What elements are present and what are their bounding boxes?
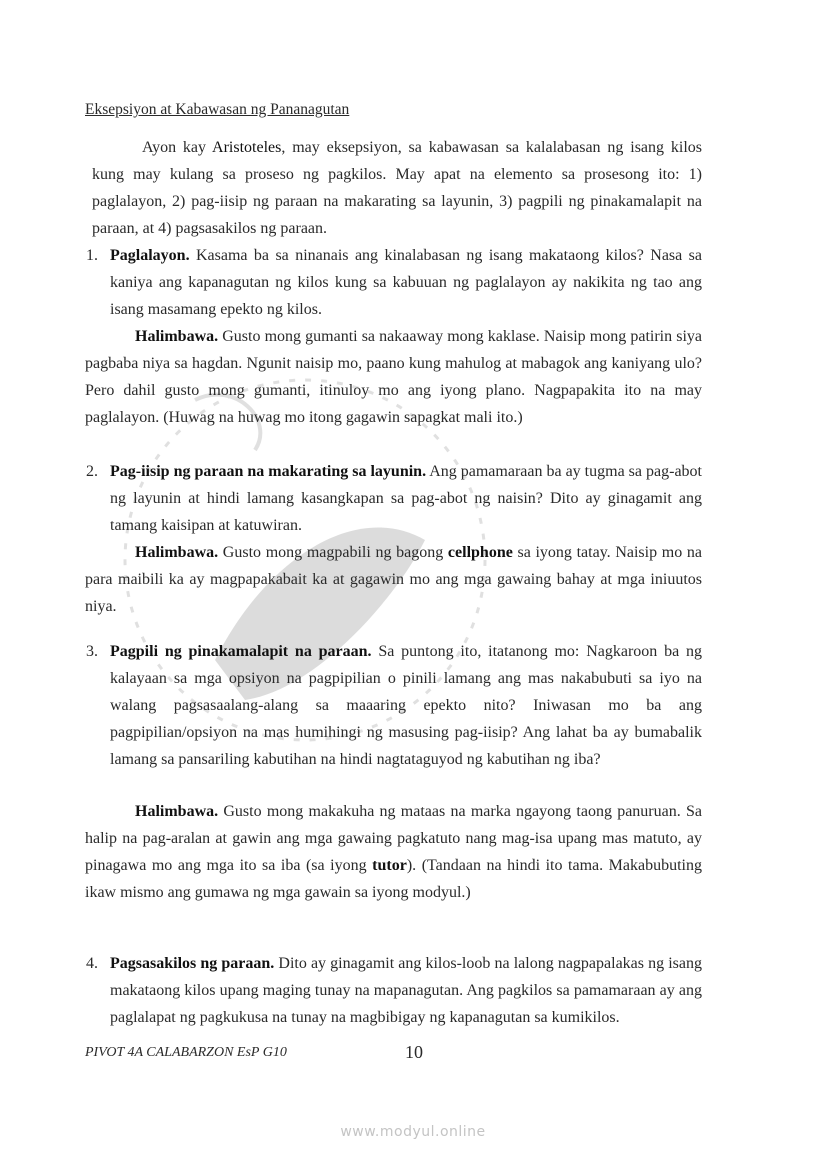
intro-name: Aristoteles bbox=[212, 139, 282, 156]
item-title: Pagpili ng pinakamalapit na paraan. bbox=[110, 643, 372, 660]
example-2 bbox=[85, 539, 702, 620]
example-text: Gusto mong magpabili ng bagong bbox=[218, 544, 448, 561]
item-number: 3. bbox=[86, 643, 98, 660]
list-item-2 bbox=[86, 458, 702, 539]
list-item-3 bbox=[86, 638, 702, 773]
intro-text-rest: , may eksepsiyon, sa kabawasan sa kalalabasan ng isang kilos kung may kulang sa proseso ng pagkilos. May apat na elemento sa prosesong ito: 1) paglalayon, 2) pag-iisip ng paraan na makarating sa layunin, 3) pagpili ng pinakamalapit na paraan, at 4) pagsasakilos ng paraan. bbox=[92, 139, 702, 237]
example-label: Halimbawa. bbox=[135, 544, 219, 561]
item-number: 2. bbox=[86, 463, 98, 480]
list-item-1 bbox=[86, 242, 702, 323]
intro-text: Ayon kay bbox=[142, 139, 213, 156]
example-label: Halimbawa. bbox=[135, 328, 219, 345]
item-text: Dito ay ginagamit ang kilos-loob na lalong nagpapalakas ng isang makataong kilos upang maging tunay na mapanagutan. Ang pagkilos sa pamamaraan ay ang paglalapat ng pagkukusa na tunay na magbibigay ng kapanagutan sa kumikilos. bbox=[110, 955, 702, 1026]
item-text: Ang pamamaraan ba ay tugma sa pag-abot ng layunin at hindi lamang kasangkapan sa pag-abot ng naisin? Dito ay ginagamit ang tamang kaisipan at katuwiran. bbox=[110, 463, 702, 534]
item-text: Kasama ba sa ninanais ang kinalabasan ng isang makataong kilos? Nasa sa kaniya ang kapanagutan ng kilos kung sa kabuuan ng paglalayon ay nakikita ng tao ang isang masamang epekto ng kilos. bbox=[110, 247, 702, 318]
item-number: 4. bbox=[86, 955, 98, 972]
example-text-rest: sa iyong tatay. Naisip mo na para maibili ka ay magpapakabait ka at gagawin mo ang mga gawaing bahay at mga iniuutos niya. bbox=[85, 544, 702, 615]
example-text-rest: ). (Tandaan na hindi ito tama. Makabubuting ikaw mismo ang gumawa ng mga gawain sa iyong modyul.) bbox=[85, 857, 703, 901]
item-text: Sa puntong ito, itatanong mo: Nagkaroon ba ng kalayaan sa mga opsiyon na pagpipilian o pinili lamang ang mas nakabubuti sa iyo na walang pagsasaalang-alang sa maaaring epekto nito? Iniwasan mo ba ang pagpipilian/opsiyon na mas humihingi ng masusing pag-iisip? Ang lahat ba ay bumabalik lamang sa pansariling kabutihan na hindi nagtataguyod ng kabutihan ng iba? bbox=[110, 643, 702, 768]
example-text: Gusto mong makakuha ng mataas na marka ngayong taong panuruan. Sa halip na pag-aralan at gawin ang mga gawaing pagkatuto nang mag-isa upang mas matuto, ay pinagawa mo ang mga ito sa iba (sa iyong bbox=[85, 803, 702, 874]
item-title: Pag-iisip ng paraan na makarating sa layunin. bbox=[110, 463, 427, 480]
example-emphasis: tutor bbox=[372, 857, 407, 874]
section-heading: Eksepsiyon at Kabawasan ng Pananagutan bbox=[85, 101, 350, 118]
item-title: Pagsasakilos ng paraan. bbox=[110, 955, 275, 972]
intro-paragraph bbox=[92, 134, 702, 242]
item-title: Paglalayon. bbox=[110, 247, 190, 264]
example-text: Gusto mong gumanti sa nakaaway mong kaklase. Naisip mong patirin siya pagbaba niya sa hagdan. Ngunit naisip mo, paano kung mahulog at mabagok ang kaniyang ulo? Pero dahil gusto mong gumanti, itinuloy mo ang iyong plano. Nagpapakita ito na may paglalayon. (Huwag na huwag mo itong gagawin sapagkat mali ito.) bbox=[85, 328, 702, 426]
example-emphasis: cellphone bbox=[447, 544, 513, 561]
footer-label: PIVOT 4A CALABARZON EsP G10 bbox=[85, 1045, 287, 1060]
example-3 bbox=[85, 798, 702, 906]
website-watermark: www.modyul.online bbox=[340, 1124, 486, 1140]
list-item-4 bbox=[86, 950, 702, 1031]
example-1 bbox=[85, 323, 702, 431]
item-number: 1. bbox=[86, 247, 98, 264]
page-number: 10 bbox=[405, 1042, 423, 1062]
example-label: Halimbawa. bbox=[135, 803, 219, 820]
